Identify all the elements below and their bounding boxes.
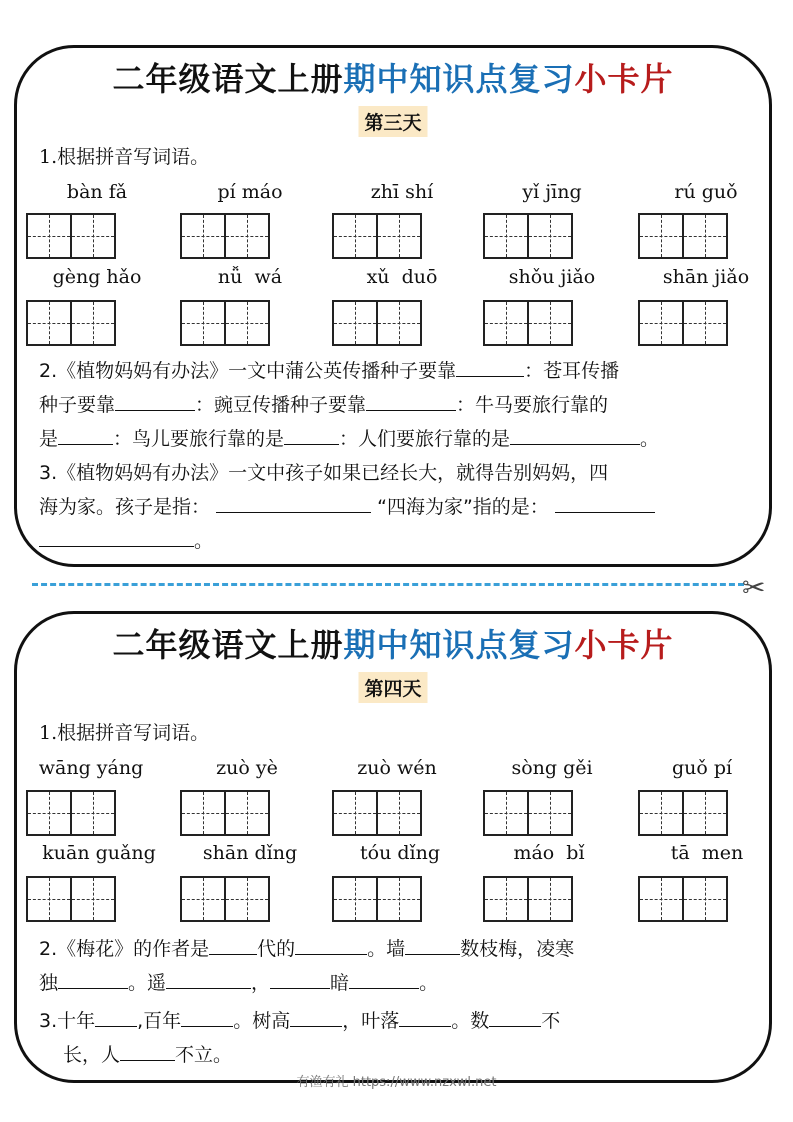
answer-blank[interactable] bbox=[95, 1004, 137, 1027]
answer-blank[interactable] bbox=[290, 1004, 342, 1027]
answer-blank[interactable] bbox=[58, 966, 128, 989]
answer-blank[interactable] bbox=[405, 932, 460, 955]
card-title bbox=[17, 54, 769, 100]
answer-blank[interactable] bbox=[120, 1038, 175, 1061]
watermark-footer: 有渔有礼 https://www.nzxwl.net bbox=[296, 1075, 497, 1090]
tianzige-box[interactable] bbox=[26, 213, 116, 259]
answer-blank[interactable] bbox=[295, 932, 367, 955]
pinyin: kuān guǎng bbox=[42, 842, 156, 864]
pinyin: xǔ duō bbox=[366, 266, 438, 288]
text: 代的 bbox=[257, 938, 296, 960]
pinyin-row bbox=[17, 266, 769, 296]
review-card-day3 bbox=[14, 45, 772, 567]
cut-line bbox=[32, 583, 744, 586]
tianzige-box[interactable] bbox=[638, 876, 728, 922]
tianzige-box[interactable] bbox=[180, 876, 270, 922]
card-title bbox=[17, 620, 769, 666]
answer-blank[interactable] bbox=[58, 422, 113, 445]
answer-blank[interactable] bbox=[510, 422, 640, 445]
tianzige-row bbox=[17, 790, 769, 838]
tianzige-box[interactable] bbox=[180, 300, 270, 346]
text: 3.十年 bbox=[39, 1010, 96, 1032]
answer-blank[interactable] bbox=[555, 490, 655, 513]
answer-blank[interactable] bbox=[209, 932, 257, 955]
title-part-red: 小卡片 bbox=[574, 626, 674, 664]
tianzige-box[interactable] bbox=[332, 790, 422, 836]
title-part-black: 二年级语文上册 bbox=[112, 60, 344, 98]
text: ：人们要旅行靠的是 bbox=[339, 428, 511, 450]
text: 。树高 bbox=[233, 1010, 291, 1032]
pinyin: pí máo bbox=[217, 181, 283, 203]
review-card-day4 bbox=[14, 611, 772, 1083]
answer-blank[interactable] bbox=[216, 490, 371, 513]
pinyin-row bbox=[17, 842, 769, 872]
question-3 bbox=[39, 1004, 755, 1072]
text: 。 bbox=[640, 428, 660, 450]
text: 长，人 bbox=[63, 1044, 121, 1066]
text: 。数 bbox=[451, 1010, 490, 1032]
text: 数枝梅，凌寒 bbox=[460, 938, 575, 960]
answer-blank[interactable] bbox=[456, 354, 524, 377]
text: 独 bbox=[39, 972, 59, 994]
text: ,百年 bbox=[137, 1010, 182, 1032]
question-3 bbox=[39, 456, 755, 558]
scissors-icon: ✂ bbox=[742, 571, 766, 604]
text: 。墙 bbox=[367, 938, 406, 960]
pinyin-row bbox=[17, 757, 769, 787]
tianzige-box[interactable] bbox=[332, 213, 422, 259]
q2-line-1 bbox=[39, 932, 755, 966]
pinyin: rú guǒ bbox=[674, 181, 738, 203]
q3-line-1 bbox=[39, 1004, 755, 1038]
question-1-label: 1.根据拼音写词语。 bbox=[39, 722, 210, 744]
answer-blank[interactable] bbox=[166, 966, 251, 989]
text: ：豌豆传播种子要靠 bbox=[195, 394, 367, 416]
pinyin: guǒ pí bbox=[671, 757, 733, 779]
text: 2.《植物妈妈有办法》一文中蒲公英传播种子要靠 bbox=[39, 360, 457, 382]
q3-line-1: 3.《植物妈妈有办法》一文中孩子如果已经长大，就得告别妈妈，四 bbox=[39, 462, 609, 484]
tianzige-box[interactable] bbox=[638, 300, 728, 346]
tianzige-box[interactable] bbox=[483, 876, 573, 922]
q3-line-2 bbox=[39, 1038, 755, 1072]
question-2 bbox=[39, 354, 755, 456]
question-2 bbox=[39, 932, 755, 1000]
answer-blank[interactable] bbox=[115, 388, 195, 411]
text: ：苍耳传播 bbox=[524, 360, 620, 382]
tianzige-row bbox=[17, 213, 769, 261]
title-part-black: 二年级语文上册 bbox=[112, 626, 344, 664]
tianzige-box[interactable] bbox=[26, 876, 116, 922]
tianzige-box[interactable] bbox=[332, 876, 422, 922]
answer-blank[interactable] bbox=[349, 966, 419, 989]
text: 。 bbox=[194, 530, 214, 552]
tianzige-box[interactable] bbox=[638, 213, 728, 259]
text: 不 bbox=[541, 1010, 561, 1032]
text: ：鸟儿要旅行靠的是 bbox=[113, 428, 285, 450]
pinyin: nǚ wá bbox=[217, 266, 283, 288]
tianzige-box[interactable] bbox=[483, 300, 573, 346]
text: ，叶落 bbox=[342, 1010, 400, 1032]
text: 是 bbox=[39, 428, 59, 450]
tianzige-row bbox=[17, 300, 769, 348]
title-part-red: 小卡片 bbox=[574, 60, 674, 98]
text: 。 bbox=[419, 972, 439, 994]
pinyin: sòng gěi bbox=[511, 757, 593, 779]
pinyin: gèng hǎo bbox=[52, 266, 142, 288]
text: 2.《梅花》的作者是 bbox=[39, 938, 210, 960]
q3-line-3 bbox=[39, 524, 755, 558]
text: 海为家。孩子是指： bbox=[39, 496, 211, 518]
tianzige-box[interactable] bbox=[483, 790, 573, 836]
pinyin: wāng yáng bbox=[38, 757, 144, 779]
tianzige-box[interactable] bbox=[180, 790, 270, 836]
text: ：牛马要旅行靠的 bbox=[456, 394, 609, 416]
pinyin: shān jiǎo bbox=[662, 266, 750, 288]
answer-blank[interactable] bbox=[270, 966, 330, 989]
q2-line-1 bbox=[39, 354, 755, 388]
answer-blank[interactable] bbox=[399, 1004, 451, 1027]
pinyin: zuò wén bbox=[357, 757, 437, 779]
tianzige-box[interactable] bbox=[180, 213, 270, 259]
pinyin: shǒu jiǎo bbox=[508, 266, 596, 288]
pinyin: yǐ jīng bbox=[522, 181, 582, 203]
q2-line-2 bbox=[39, 966, 755, 1000]
tianzige-row bbox=[17, 876, 769, 924]
pinyin: shān dǐng bbox=[202, 842, 298, 864]
pinyin: tóu dǐng bbox=[360, 842, 440, 864]
answer-blank[interactable] bbox=[181, 1004, 233, 1027]
day-label: 第四天 bbox=[358, 672, 427, 703]
tianzige-box[interactable] bbox=[638, 790, 728, 836]
tianzige-box[interactable] bbox=[332, 300, 422, 346]
text: ， bbox=[251, 972, 271, 994]
pinyin: máo bǐ bbox=[513, 842, 585, 864]
answer-blank[interactable] bbox=[489, 1004, 541, 1027]
answer-blank[interactable] bbox=[284, 422, 339, 445]
tianzige-box[interactable] bbox=[26, 300, 116, 346]
question-1-label: 1.根据拼音写词语。 bbox=[39, 146, 210, 168]
q3-line-2 bbox=[39, 490, 755, 524]
q2-line-2 bbox=[39, 388, 755, 422]
pinyin-row bbox=[17, 181, 769, 211]
tianzige-box[interactable] bbox=[26, 790, 116, 836]
text: 暗 bbox=[330, 972, 350, 994]
tianzige-box[interactable] bbox=[483, 213, 573, 259]
pinyin: zhī shí bbox=[370, 181, 434, 203]
text: 不立。 bbox=[175, 1044, 233, 1066]
text: 。遥 bbox=[128, 972, 167, 994]
answer-blank[interactable] bbox=[39, 524, 194, 547]
pinyin: tā men bbox=[670, 842, 744, 864]
day-label: 第三天 bbox=[358, 106, 427, 137]
text: “四海为家”指的是： bbox=[377, 496, 549, 518]
q2-line-3 bbox=[39, 422, 755, 456]
title-part-blue: 期中知识点复习 bbox=[343, 626, 575, 664]
answer-blank[interactable] bbox=[366, 388, 456, 411]
pinyin: zuò yè bbox=[216, 757, 278, 779]
pinyin: bàn fǎ bbox=[66, 181, 128, 203]
title-part-blue: 期中知识点复习 bbox=[343, 60, 575, 98]
text: 种子要靠 bbox=[39, 394, 116, 416]
